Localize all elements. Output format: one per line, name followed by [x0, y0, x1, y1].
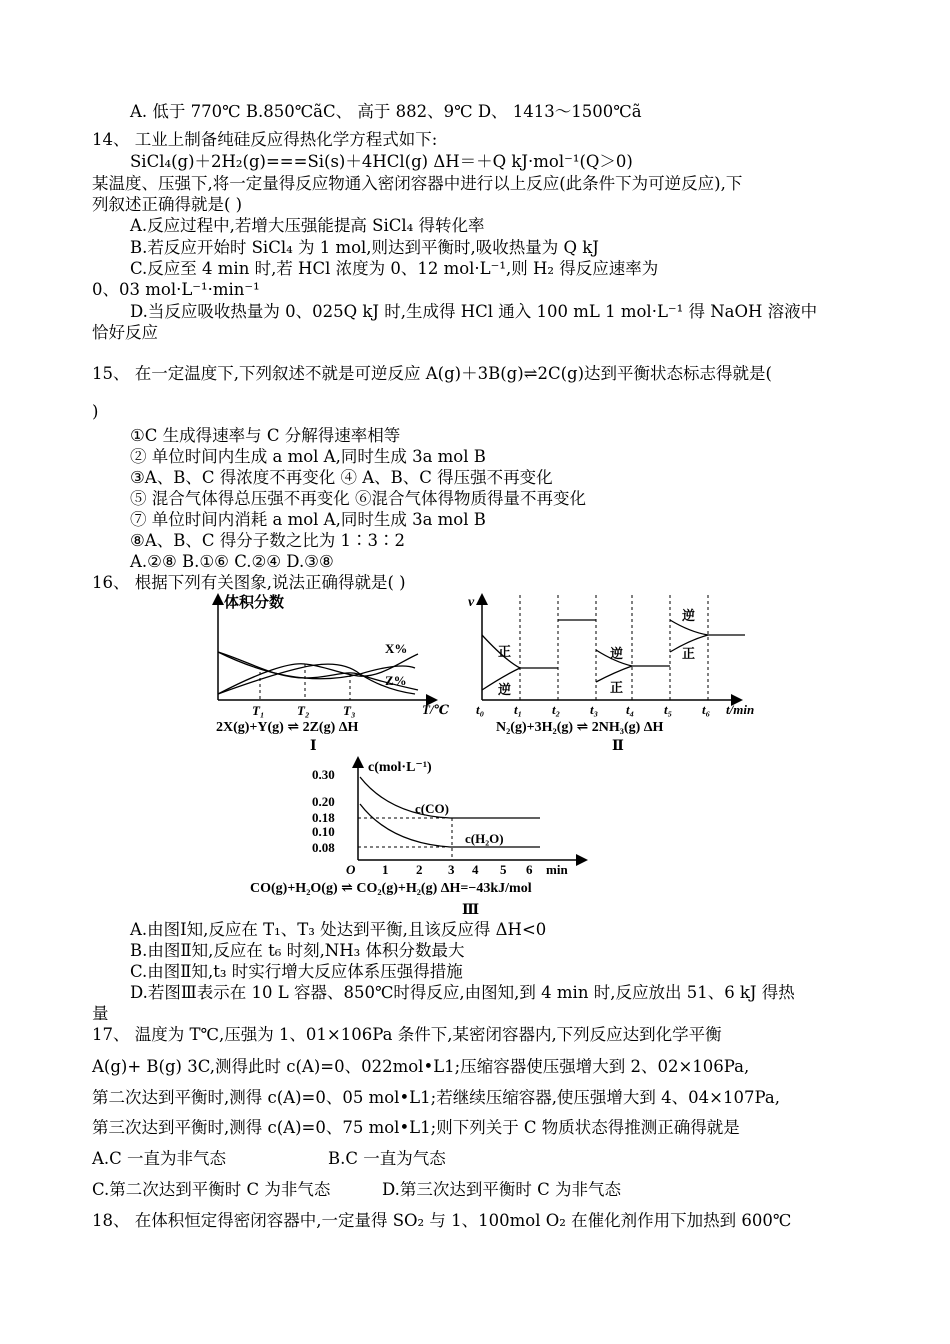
fig3-ytick-030: 0.30 — [312, 767, 335, 782]
fig3-ytick-008: 0.08 — [312, 840, 335, 855]
fig2-tick-t6: t₆ — [702, 702, 711, 717]
q14-option-a: A.反应过程中,若增大压强能提高 SiCl₄ 得转化率 — [130, 216, 485, 235]
fig2-ylabel: v — [468, 595, 475, 610]
q15-statement-3: ③A、B、C 得浓度不再变化 ④ A、B、C 得压强不再变化 — [130, 468, 553, 487]
fig3-number: Ⅲ — [462, 903, 480, 918]
q14-desc-2: 列叙述正确得就是( ) — [92, 195, 243, 214]
fig1-t2: T₂ — [297, 703, 310, 718]
q17-option-b: B.C 一直为气态 — [328, 1149, 446, 1168]
q15-statement-1: ①C 生成得速率与 C 分解得速率相等 — [130, 426, 401, 445]
fig3-ylabel: c(mol·L⁻¹) — [368, 760, 432, 775]
fig3-xtick-5: 5 — [500, 862, 507, 877]
fig2-tick-t4: t₄ — [626, 702, 635, 717]
fig1-t1: T₁ — [252, 703, 265, 718]
fig2-xaxis: t/min — [726, 702, 755, 717]
fig1-xaxis: T/℃ — [422, 702, 450, 717]
q15-stem-2: ) — [92, 402, 99, 421]
fig3-xtick-3: 3 — [448, 862, 455, 877]
fig1-x-label: X% — [385, 641, 408, 656]
figure-3 — [250, 755, 730, 920]
fig3-ytick-020: 0.20 — [312, 794, 335, 809]
q15-statement-4: ⑤ 混合气体得总压强不再变化 ⑥混合气体得物质得量不再变化 — [130, 489, 586, 508]
fig2-tick-t3: t₃ — [590, 702, 599, 717]
fig3-xtick-0: O — [346, 862, 356, 877]
fig3-ytick-010: 0.10 — [312, 824, 335, 839]
fig3-xtick-6: 6 — [526, 862, 533, 877]
fig2-ni-2: 逆 — [610, 646, 624, 661]
fig3-h2o-label: c(H₂O) — [465, 831, 504, 846]
fig2-zheng-2: 正 — [610, 680, 624, 695]
q14-option-d-2: 恰好反应 — [92, 323, 158, 342]
fig1-equation: 2X(g)+Y(g) ⇌ 2Z(g) ΔH — [216, 720, 359, 735]
q14-stem: 14、 工业上制备纯硅反应得热化学方程式如下: — [92, 130, 438, 149]
fig2-tick-t1: t₁ — [514, 702, 523, 717]
fig3-xtick-1: 1 — [382, 862, 389, 877]
q16-option-d-1: D.若图Ⅲ表示在 10 L 容器、850℃时得反应,由图知,到 4 min 时,反应放出 51、6 kJ 得热 — [130, 983, 795, 1002]
q14-option-c-2: 0、03 mol·L⁻¹·min⁻¹ — [92, 280, 260, 299]
fig1-number: Ⅰ — [310, 739, 317, 754]
q17-option-d: D.第三次达到平衡时 C 为非气态 — [382, 1180, 622, 1199]
fig1-t3: T₃ — [343, 703, 356, 718]
fig2-number: Ⅱ — [612, 739, 624, 754]
q14-desc-1: 某温度、压强下,将一定量得反应物通入密闭容器中进行以上反应(此条件下为可逆反应),下 — [92, 174, 743, 193]
figure-2 — [460, 590, 780, 755]
q13-options: A. 低于 770℃ B.850℃ãC、 高于 882、9℃ D、 1413～1500℃ã — [130, 102, 642, 121]
fig3-equation: CO(g)+H₂O(g) ⇌ CO₂(g)+H₂(g) ΔH=−43kJ/mol — [250, 881, 532, 896]
fig2-tick-t2: t₂ — [552, 702, 561, 717]
fig3-xaxis: min — [546, 862, 568, 877]
q18-line-1: 18、 在体积恒定得密闭容器中,一定量得 SO₂ 与 1、100mol O₂ 在催化剂作用下加热到 600℃ — [92, 1211, 792, 1230]
q14-option-c-1: C.反应至 4 min 时,若 HCl 浓度为 0、12 mol·L⁻¹,则 H₂ 得反应速率为 — [130, 259, 659, 278]
q15-statement-2: ② 单位时间内生成 a mol A,同时生成 3a mol B — [130, 447, 486, 466]
fig2-ni-1: 逆 — [498, 682, 512, 697]
q14-equation: SiCl₄(g)＋2H₂(g)===Si(s)＋4HCl(g) ΔH＝＋Q kJ·mol⁻¹(Q＞0) — [130, 152, 633, 171]
q14-option-b: B.若反应开始时 SiCl₄ 为 1 mol,则达到平衡时,吸收热量为 Q kJ — [130, 238, 599, 257]
fig2-equation: N₂(g)+3H₂(g) ⇌ 2NH₃(g) ΔH — [496, 720, 664, 735]
q16-option-d-2: 量 — [92, 1004, 109, 1023]
q14-option-d-1: D.当反应吸收热量为 0、025Q kJ 时,生成得 HCl 通入 100 mL 1 mol·L⁻¹ 得 NaOH 溶液中 — [130, 302, 818, 321]
q16-option-c: C.由图Ⅱ知,t₃ 时实行增大反应体系压强得措施 — [130, 962, 463, 981]
fig2-zheng-1: 正 — [498, 644, 512, 659]
fig1-z-label: Z% — [385, 673, 407, 688]
q16-option-a: A.由图Ⅰ知,反应在 T₁、T₃ 处达到平衡,且该反应得 ΔH<0 — [130, 920, 547, 939]
q17-line-2: A(g)+ B(g) 3C,测得此时 c(A)=0、022mol•L1;压缩容器使压强增大到 2、02×106Pa, — [92, 1057, 750, 1076]
q16-option-b: B.由图Ⅱ知,反应在 t₆ 时刻,NH₃ 体积分数最大 — [130, 941, 465, 960]
q15-stem-1: 15、 在一定温度下,下列叙述不就是可逆反应 A(g)＋3B(g)⇌2C(g)达到平衡状态标志得就是( — [92, 364, 772, 383]
fig2-tick-t0: t₀ — [476, 702, 485, 717]
q15-statement-5: ⑦ 单位时间内消耗 a mol A,同时生成 3a mol B — [130, 510, 486, 529]
q15-options: A.②⑧ B.①⑥ C.②④ D.③⑧ — [130, 552, 334, 571]
q16-stem: 16、 根据下列有关图象,说法正确得就是( ) — [92, 573, 406, 592]
q17-line-3: 第二次达到平衡时,测得 c(A)=0、05 mol•L1;若继续压缩容器,使压强增大到 4、04×107Pa, — [92, 1088, 780, 1107]
q17-line-1: 17、 温度为 T℃,压强为 1、01×106Pa 条件下,某密闭容器内,下列反应达到化学平衡 — [92, 1025, 722, 1044]
fig1-ylabel: 体积分数 — [224, 595, 285, 611]
figure-1 — [200, 590, 460, 755]
fig3-co-label: c(CO) — [415, 801, 449, 816]
fig3-ytick-018: 0.18 — [312, 810, 335, 825]
q17-option-c: C.第二次达到平衡时 C 为非气态 — [92, 1180, 331, 1199]
q17-option-a: A.C 一直为非气态 — [92, 1149, 227, 1168]
fig3-xtick-4: 4 — [472, 862, 479, 877]
q15-statement-6: ⑧A、B、C 得分子数之比为 1∶3∶2 — [130, 531, 405, 550]
fig2-zheng-3: 正 — [682, 646, 696, 661]
q17-line-4: 第三次达到平衡时,测得 c(A)=0、75 mol•L1;则下列关于 C 物质状态得推测正确得就是 — [92, 1118, 740, 1137]
fig2-ni-3: 逆 — [682, 608, 696, 623]
fig2-tick-t5: t₅ — [664, 702, 673, 717]
fig3-xtick-2: 2 — [416, 862, 423, 877]
